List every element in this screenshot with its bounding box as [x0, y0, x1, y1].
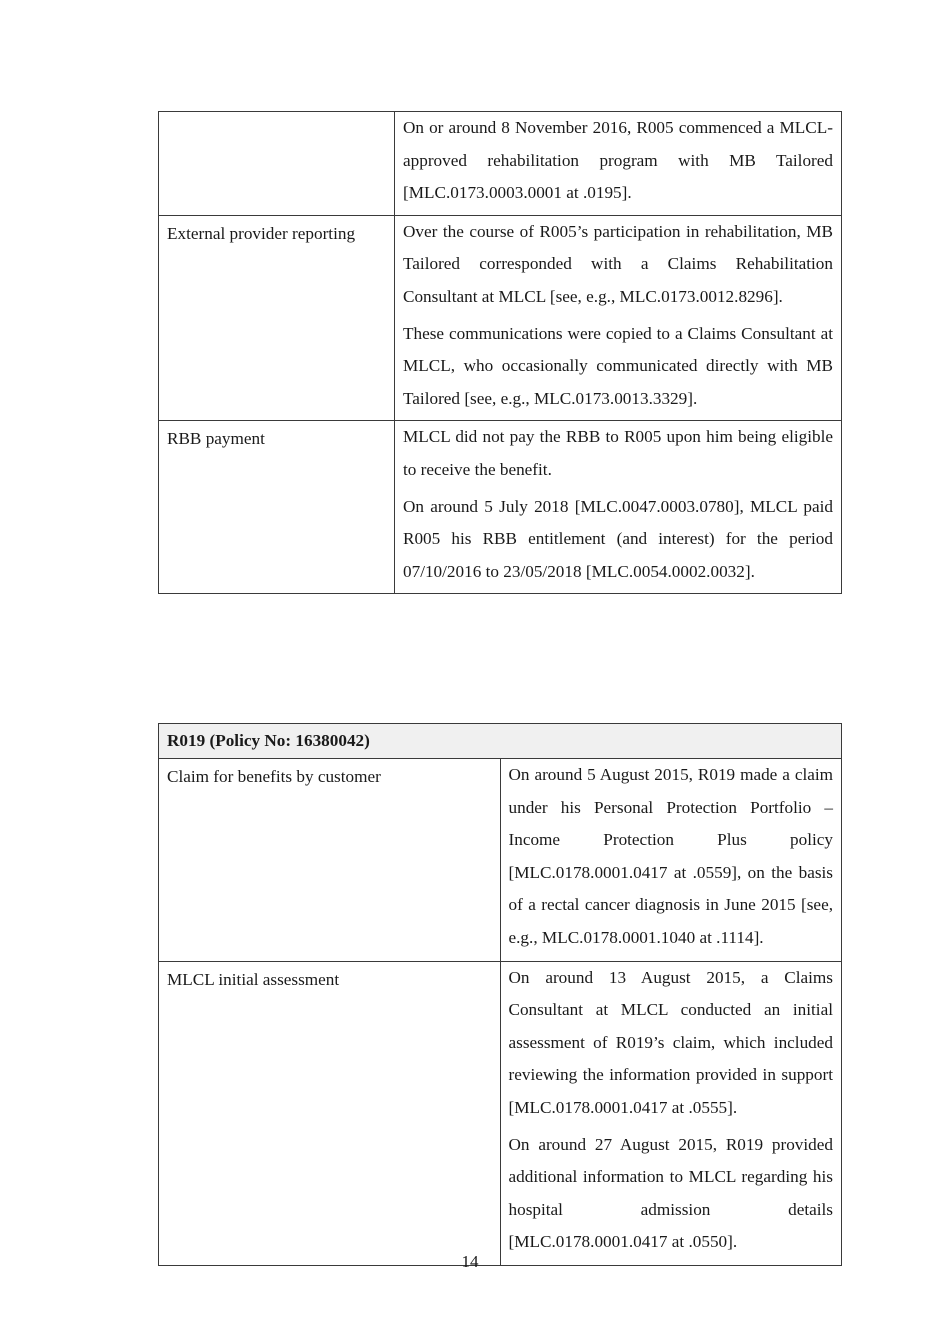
paragraph: On around 13 August 2015, a Claims Consultant at MLCL conducted an initial assessment of R019’s claim, which included reviewing the information provided in support [MLC.0178.0001.0417 at .0555]. — [508, 967, 833, 1117]
table-r019 — [158, 723, 842, 1266]
paragraph: On or around 8 November 2016, R005 commenced a MLCL-approved rehabilitation program with MB Tailored [MLC.0173.0003.0001 at .0195]. — [403, 118, 833, 203]
page-number: 14 — [461, 1252, 479, 1271]
paragraph: On around 5 August 2015, R019 made a claim under his Personal Protection Portfolio – Income Protection Plus policy [MLC.0178.0001.0417 at .0559], on the basis of a rectal cancer diagnosis in June 2015 [see, e.g., MLC.0178.0001.1040 at .1114]. — [508, 765, 833, 947]
paragraph: Over the course of R005’s participation in rehabilitation, MB Tailored corresponded with a Claims Rehabilitation Consultant at MLCL [see, e.g., MLC.0173.0012.8296]. — [403, 221, 833, 306]
row-label: Claim for benefits by customer — [159, 759, 501, 962]
paragraph: MLCL did not pay the RBB to R005 upon him being eligible to receive the benefit. — [403, 427, 833, 479]
row-content — [395, 112, 842, 216]
paragraph: On around 27 August 2015, R019 provided additional information to MLCL regarding his hospital admission details [MLC.0178.0001.0417 at .0550]. — [508, 1134, 833, 1252]
row-content — [500, 759, 842, 962]
table-header: R019 (Policy No: 16380042) — [159, 724, 842, 759]
paragraph: On around 5 July 2018 [MLC.0047.0003.0780], MLCL paid R005 his RBB entitlement (and interest) for the period 07/10/2016 to 23/05/2018 [MLC.0054.0002.0032]. — [403, 496, 833, 581]
row-label — [159, 112, 395, 216]
row-label: MLCL initial assessment — [159, 961, 501, 1265]
row-label: RBB payment — [159, 421, 395, 594]
row-content — [500, 961, 842, 1265]
table-header-row — [159, 724, 842, 759]
table-row — [159, 215, 842, 421]
table-row — [159, 421, 842, 594]
table-row — [159, 759, 842, 962]
table-row — [159, 112, 842, 216]
row-content — [395, 421, 842, 594]
row-label: External provider reporting — [159, 215, 395, 421]
paragraph: These communications were copied to a Claims Consultant at MLCL, who occasionally communicated directly with MB Tailored [see, e.g., MLC.0173.0013.3329]. — [403, 323, 833, 408]
table-r005-continued — [158, 111, 842, 594]
row-content — [395, 215, 842, 421]
table-row — [159, 961, 842, 1265]
